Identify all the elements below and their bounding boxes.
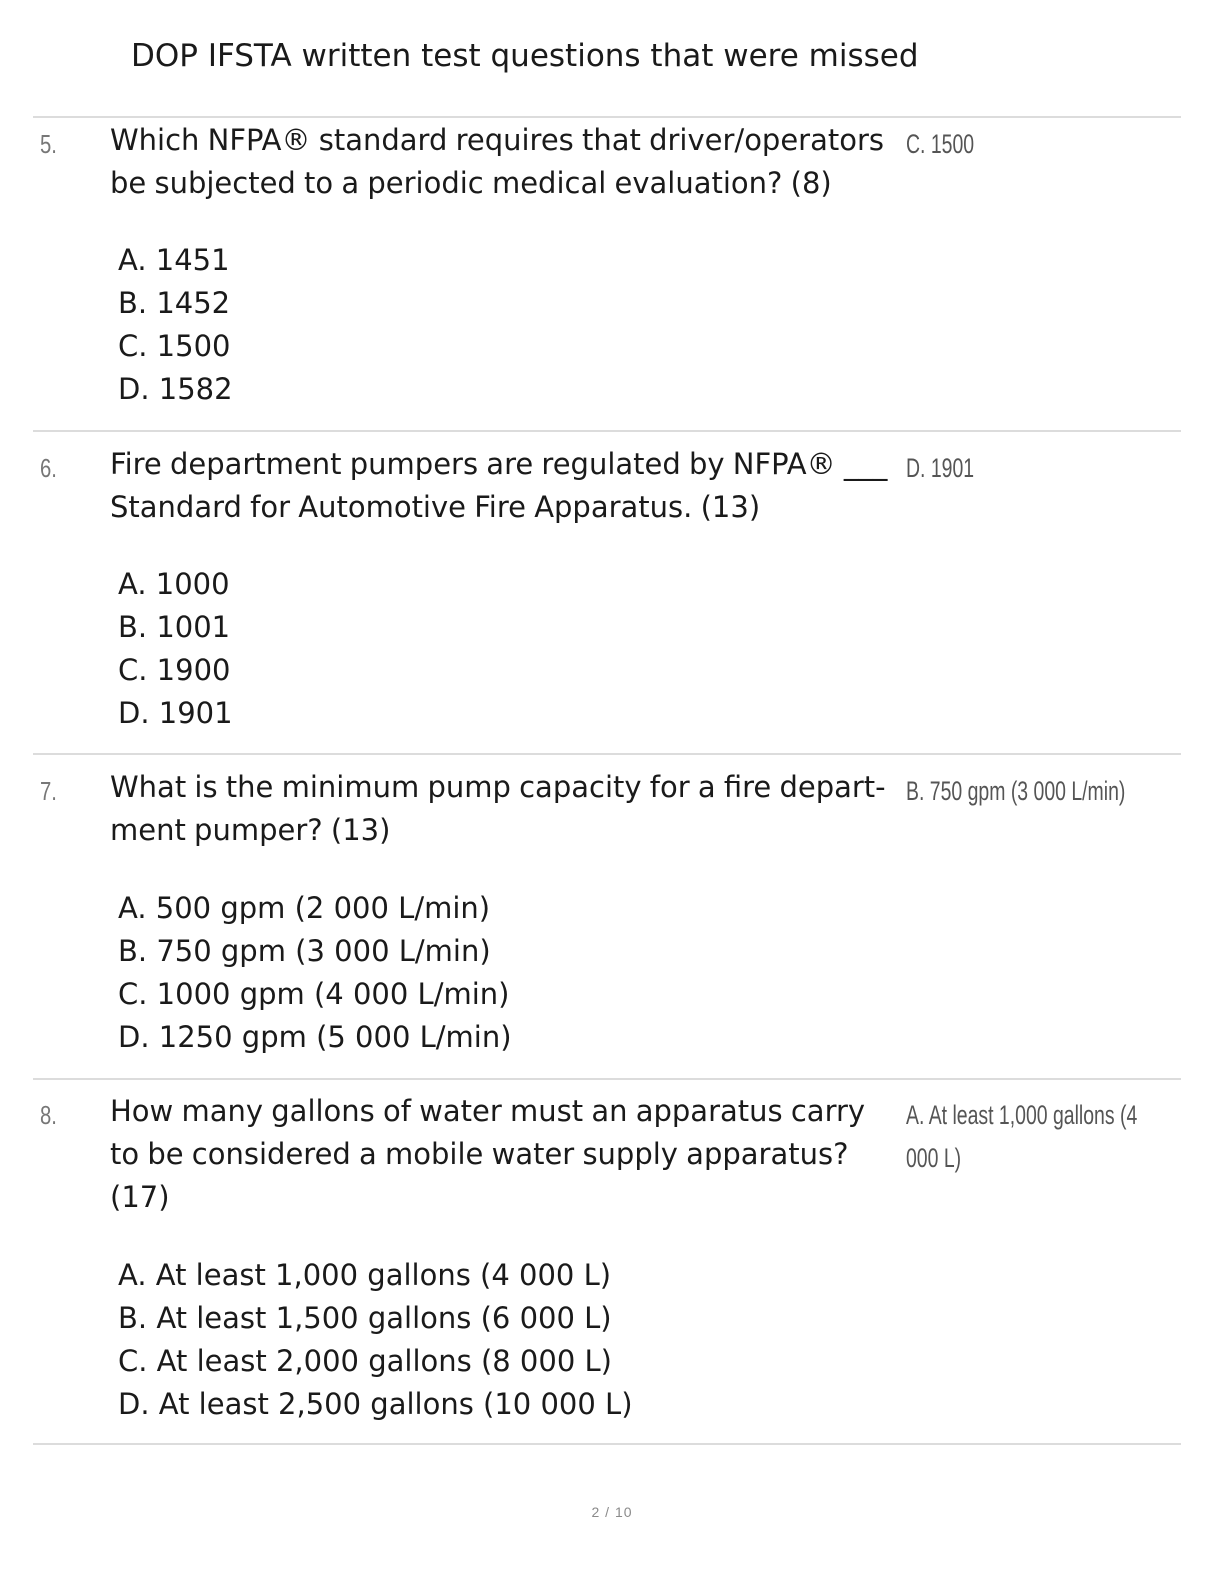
question-text: What is the minimum pump capacity for a fire depart- ment pumper? (13) — [110, 770, 886, 847]
question-text: How many gallons of water must an apparatus carry to be considered a mobile water supply apparatus? (17) — [110, 1094, 866, 1214]
choice-list — [118, 887, 512, 1059]
divider — [33, 116, 1181, 118]
choice-c: C. 1500 — [118, 329, 231, 363]
divider — [33, 430, 1181, 432]
choice-b: B. 750 gpm (3 000 L/min) — [118, 934, 491, 968]
choice-b: B. 1452 — [118, 286, 231, 320]
choice-c: C. 1900 — [118, 653, 231, 687]
page-number: 2 / 10 — [591, 1504, 633, 1520]
divider — [33, 1443, 1181, 1445]
choice-d: D. At least 2,500 gallons (10 000 L) — [118, 1387, 633, 1421]
question-number: 8. — [40, 1100, 57, 1130]
page-title: DOP IFSTA written test questions that were missed — [131, 38, 919, 74]
choice-a: A. 1451 — [118, 243, 230, 277]
choice-a: A. At least 1,000 gallons (4 000 L) — [118, 1258, 612, 1292]
choice-list — [118, 563, 233, 735]
choice-c: C. 1000 gpm (4 000 L/min) — [118, 977, 510, 1011]
choice-d: D. 1250 gpm (5 000 L/min) — [118, 1020, 512, 1054]
choice-b: B. 1001 — [118, 610, 231, 644]
handwritten-answer: C. 1500 — [906, 129, 975, 159]
question-text: Fire department pumpers are regulated by NFPA® ___ Standard for Automotive Fire Apparatus. (13) — [110, 447, 888, 524]
choice-a: A. 500 gpm (2 000 L/min) — [118, 891, 491, 925]
choice-b: B. At least 1,500 gallons (6 000 L) — [118, 1301, 612, 1335]
question-number: 6. — [40, 453, 57, 483]
choice-d: D. 1582 — [118, 372, 233, 406]
question-number: 7. — [40, 776, 57, 806]
choice-list — [118, 239, 233, 411]
handwritten-answer: B. 750 gpm (3 000 L/min) — [906, 776, 1126, 806]
divider — [33, 753, 1181, 755]
question-text: Which NFPA® standard requires that driver/operators be subjected to a periodic medical evaluation? (8) — [110, 123, 885, 200]
choice-d: D. 1901 — [118, 696, 233, 730]
choice-a: A. 1000 — [118, 567, 230, 601]
choice-list — [118, 1254, 633, 1426]
choice-c: C. At least 2,000 gallons (8 000 L) — [118, 1344, 612, 1378]
divider — [33, 1078, 1181, 1080]
handwritten-answer: D. 1901 — [906, 453, 975, 483]
question-number: 5. — [40, 129, 57, 159]
handwritten-answer: A. At least 1,000 gallons (4 000 L) — [906, 1100, 1138, 1173]
